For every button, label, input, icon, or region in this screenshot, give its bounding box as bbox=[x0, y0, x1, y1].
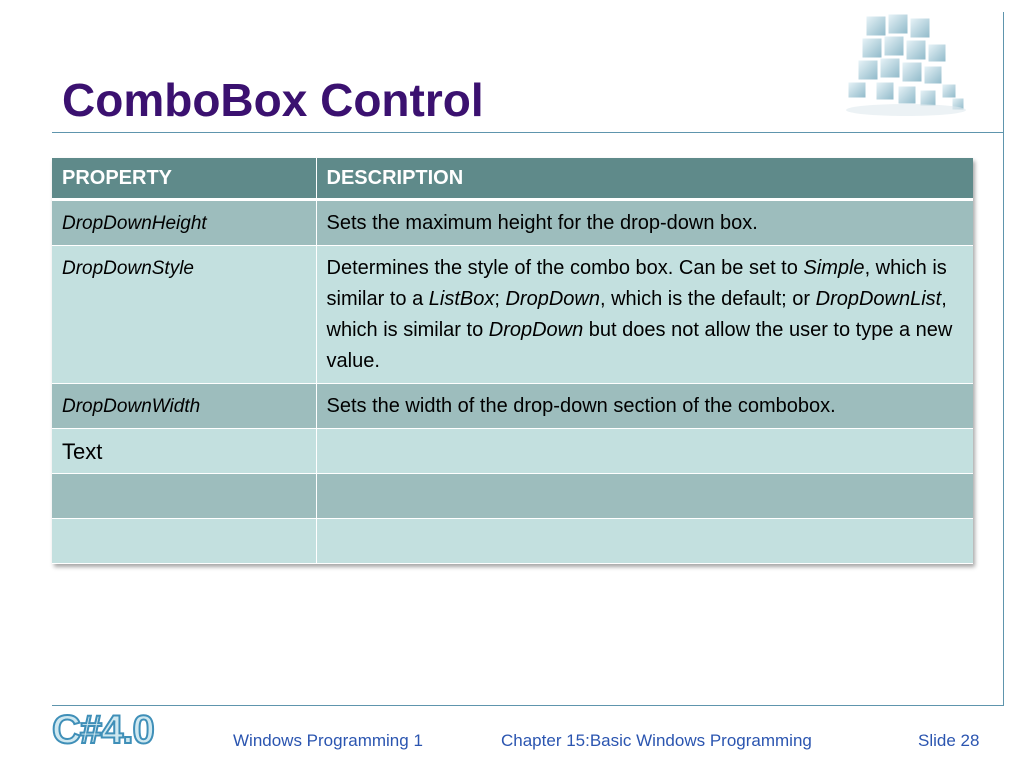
table-row bbox=[52, 384, 973, 429]
description-term: ListBox bbox=[428, 288, 495, 310]
description-text: , which is similar to a bbox=[326, 257, 947, 310]
footer-chapter: Chapter 15:Basic Windows Programming bbox=[501, 731, 812, 750]
column-header-description: DESCRIPTION bbox=[316, 158, 973, 200]
title-rule-line bbox=[52, 132, 1004, 133]
description-term: DropDown bbox=[505, 288, 600, 310]
description-cell: Sets the maximum height for the drop-down box. bbox=[316, 200, 973, 246]
footer-course: Windows Programming 1 bbox=[233, 731, 423, 750]
property-cell bbox=[52, 474, 316, 519]
description-text: but does not allow the user to type a new value. bbox=[326, 319, 953, 372]
property-cell: DropDownWidth bbox=[52, 384, 316, 429]
table-row bbox=[52, 519, 973, 564]
description-cell bbox=[316, 474, 973, 519]
csharp-logo: C#4.0 bbox=[52, 708, 154, 752]
description-cell bbox=[316, 519, 973, 564]
description-text: , which is similar to bbox=[326, 288, 947, 341]
table-row bbox=[52, 246, 973, 384]
property-cell bbox=[52, 519, 316, 564]
description-term: DropDownList bbox=[815, 288, 942, 310]
description-text: ; bbox=[494, 288, 506, 310]
description-text: Determines the style of the combo box. Can be set to bbox=[326, 257, 804, 279]
footer-rule-line bbox=[52, 705, 1004, 706]
cubes-icon bbox=[836, 10, 976, 118]
slide-title: ComboBox Control bbox=[62, 74, 484, 126]
description-term: Simple bbox=[803, 257, 865, 279]
property-cell: DropDownStyle bbox=[52, 246, 316, 384]
property-table bbox=[52, 158, 973, 564]
right-rule-line bbox=[1003, 12, 1004, 705]
property-cell: Text bbox=[52, 429, 316, 474]
description-term: DropDown bbox=[488, 319, 584, 341]
description-text: , which is the default; or bbox=[599, 288, 816, 310]
description-cell bbox=[316, 246, 973, 384]
table-row bbox=[52, 200, 973, 246]
property-cell: DropDownHeight bbox=[52, 200, 316, 246]
table-row bbox=[52, 474, 973, 519]
footer-slide-number: Slide 28 bbox=[918, 731, 980, 750]
table-row bbox=[52, 429, 973, 474]
description-cell bbox=[316, 429, 973, 474]
column-header-property: PROPERTY bbox=[52, 158, 316, 200]
table-header-row bbox=[52, 158, 973, 200]
description-cell: Sets the width of the drop-down section of the combobox. bbox=[316, 384, 973, 429]
